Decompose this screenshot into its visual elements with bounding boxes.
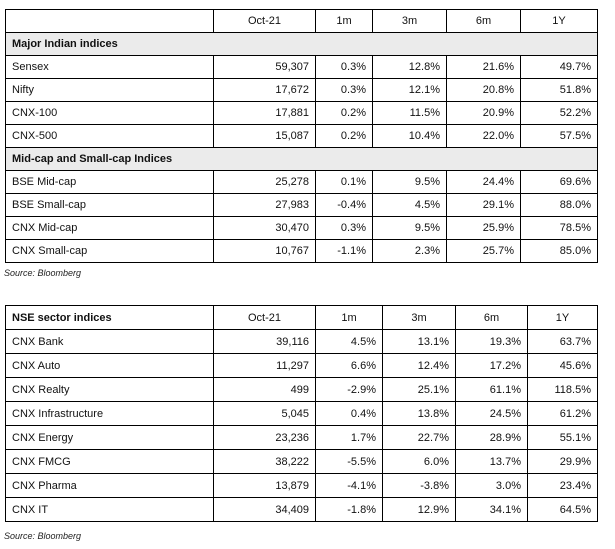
- value-cell: 13.1%: [383, 330, 456, 354]
- column-header: 3m: [373, 10, 447, 33]
- value-cell: 10,767: [214, 240, 316, 263]
- index-name-cell: CNX Energy: [6, 426, 214, 450]
- value-cell: 27,983: [214, 194, 316, 217]
- column-header: 1m: [316, 10, 373, 33]
- table-row: [6, 217, 598, 240]
- table-row: [6, 330, 598, 354]
- value-cell: 69.6%: [521, 171, 598, 194]
- value-cell: -2.9%: [316, 378, 383, 402]
- value-cell: 5,045: [214, 402, 316, 426]
- table-row: [6, 450, 598, 474]
- value-cell: 19.3%: [456, 330, 528, 354]
- index-name-cell: CNX Pharma: [6, 474, 214, 498]
- table-row: [6, 498, 598, 522]
- column-header: 1Y: [521, 10, 598, 33]
- column-header: Oct-21: [214, 10, 316, 33]
- value-cell: 23,236: [214, 426, 316, 450]
- table-row: [6, 56, 598, 79]
- value-cell: 11,297: [214, 354, 316, 378]
- column-header: 6m: [456, 306, 528, 330]
- table-row: [6, 354, 598, 378]
- column-header: 3m: [383, 306, 456, 330]
- source-note: Source: Bloomberg: [4, 531, 82, 541]
- source-note: Source: Bloomberg: [4, 268, 82, 278]
- value-cell: 0.1%: [316, 171, 373, 194]
- value-cell: 118.5%: [528, 378, 598, 402]
- value-cell: 61.1%: [456, 378, 528, 402]
- value-cell: 2.3%: [373, 240, 447, 263]
- table-row: [6, 171, 598, 194]
- index-name-cell: CNX-500: [6, 125, 214, 148]
- index-name-cell: Nifty: [6, 79, 214, 102]
- value-cell: 12.1%: [373, 79, 447, 102]
- value-cell: 13.7%: [456, 450, 528, 474]
- table-row: [6, 125, 598, 148]
- value-cell: 11.5%: [373, 102, 447, 125]
- table-header-row: [6, 10, 598, 33]
- value-cell: 1.7%: [316, 426, 383, 450]
- value-cell: 10.4%: [373, 125, 447, 148]
- index-name-cell: BSE Mid-cap: [6, 171, 214, 194]
- value-cell: 499: [214, 378, 316, 402]
- value-cell: 52.2%: [521, 102, 598, 125]
- value-cell: 45.6%: [528, 354, 598, 378]
- value-cell: -5.5%: [316, 450, 383, 474]
- value-cell: 13.8%: [383, 402, 456, 426]
- value-cell: 17,672: [214, 79, 316, 102]
- value-cell: 25.9%: [447, 217, 521, 240]
- section-header-row: [6, 33, 598, 56]
- value-cell: -0.4%: [316, 194, 373, 217]
- value-cell: 4.5%: [316, 330, 383, 354]
- value-cell: 25,278: [214, 171, 316, 194]
- value-cell: 78.5%: [521, 217, 598, 240]
- value-cell: -1.1%: [316, 240, 373, 263]
- value-cell: 63.7%: [528, 330, 598, 354]
- value-cell: -4.1%: [316, 474, 383, 498]
- major-indices-table: [5, 9, 598, 263]
- column-header: NSE sector indices: [6, 306, 214, 330]
- index-name-cell: CNX Mid-cap: [6, 217, 214, 240]
- value-cell: 61.2%: [528, 402, 598, 426]
- index-name-cell: CNX IT: [6, 498, 214, 522]
- value-cell: 22.0%: [447, 125, 521, 148]
- value-cell: 24.5%: [456, 402, 528, 426]
- value-cell: 57.5%: [521, 125, 598, 148]
- value-cell: 6.0%: [383, 450, 456, 474]
- index-name-cell: CNX Realty: [6, 378, 214, 402]
- value-cell: 25.1%: [383, 378, 456, 402]
- value-cell: 39,116: [214, 330, 316, 354]
- value-cell: 9.5%: [373, 171, 447, 194]
- value-cell: 6.6%: [316, 354, 383, 378]
- value-cell: 34.1%: [456, 498, 528, 522]
- value-cell: 55.1%: [528, 426, 598, 450]
- value-cell: 17.2%: [456, 354, 528, 378]
- value-cell: 9.5%: [373, 217, 447, 240]
- value-cell: 0.3%: [316, 79, 373, 102]
- value-cell: 51.8%: [521, 79, 598, 102]
- value-cell: 49.7%: [521, 56, 598, 79]
- value-cell: 34,409: [214, 498, 316, 522]
- value-cell: 38,222: [214, 450, 316, 474]
- value-cell: 12.9%: [383, 498, 456, 522]
- value-cell: 24.4%: [447, 171, 521, 194]
- sector-indices-table: [5, 305, 598, 522]
- index-name-cell: CNX Auto: [6, 354, 214, 378]
- column-header: [6, 10, 214, 33]
- table-row: [6, 240, 598, 263]
- value-cell: 25.7%: [447, 240, 521, 263]
- value-cell: 0.3%: [316, 56, 373, 79]
- table-row: [6, 474, 598, 498]
- value-cell: 20.9%: [447, 102, 521, 125]
- value-cell: 0.2%: [316, 125, 373, 148]
- column-header: 1Y: [528, 306, 598, 330]
- value-cell: 12.8%: [373, 56, 447, 79]
- index-name-cell: CNX FMCG: [6, 450, 214, 474]
- table-row: [6, 402, 598, 426]
- value-cell: 64.5%: [528, 498, 598, 522]
- index-name-cell: CNX Bank: [6, 330, 214, 354]
- column-header: 6m: [447, 10, 521, 33]
- value-cell: 59,307: [214, 56, 316, 79]
- index-name-cell: CNX-100: [6, 102, 214, 125]
- table-row: [6, 378, 598, 402]
- table-row: [6, 102, 598, 125]
- value-cell: 12.4%: [383, 354, 456, 378]
- table-row: [6, 194, 598, 217]
- value-cell: -1.8%: [316, 498, 383, 522]
- value-cell: 13,879: [214, 474, 316, 498]
- value-cell: 29.9%: [528, 450, 598, 474]
- table-row: [6, 426, 598, 450]
- section-title: Mid-cap and Small-cap Indices: [6, 148, 598, 171]
- section-title: Major Indian indices: [6, 33, 598, 56]
- value-cell: 0.2%: [316, 102, 373, 125]
- table-header-row: [6, 306, 598, 330]
- index-name-cell: CNX Infrastructure: [6, 402, 214, 426]
- value-cell: 85.0%: [521, 240, 598, 263]
- index-name-cell: Sensex: [6, 56, 214, 79]
- column-header: 1m: [316, 306, 383, 330]
- value-cell: 3.0%: [456, 474, 528, 498]
- value-cell: 20.8%: [447, 79, 521, 102]
- value-cell: 23.4%: [528, 474, 598, 498]
- value-cell: 0.4%: [316, 402, 383, 426]
- value-cell: 30,470: [214, 217, 316, 240]
- value-cell: 88.0%: [521, 194, 598, 217]
- value-cell: 29.1%: [447, 194, 521, 217]
- value-cell: -3.8%: [383, 474, 456, 498]
- value-cell: 4.5%: [373, 194, 447, 217]
- value-cell: 21.6%: [447, 56, 521, 79]
- index-name-cell: CNX Small-cap: [6, 240, 214, 263]
- section-header-row: [6, 148, 598, 171]
- column-header: Oct-21: [214, 306, 316, 330]
- value-cell: 22.7%: [383, 426, 456, 450]
- index-name-cell: BSE Small-cap: [6, 194, 214, 217]
- value-cell: 28.9%: [456, 426, 528, 450]
- value-cell: 0.3%: [316, 217, 373, 240]
- value-cell: 17,881: [214, 102, 316, 125]
- table-row: [6, 79, 598, 102]
- value-cell: 15,087: [214, 125, 316, 148]
